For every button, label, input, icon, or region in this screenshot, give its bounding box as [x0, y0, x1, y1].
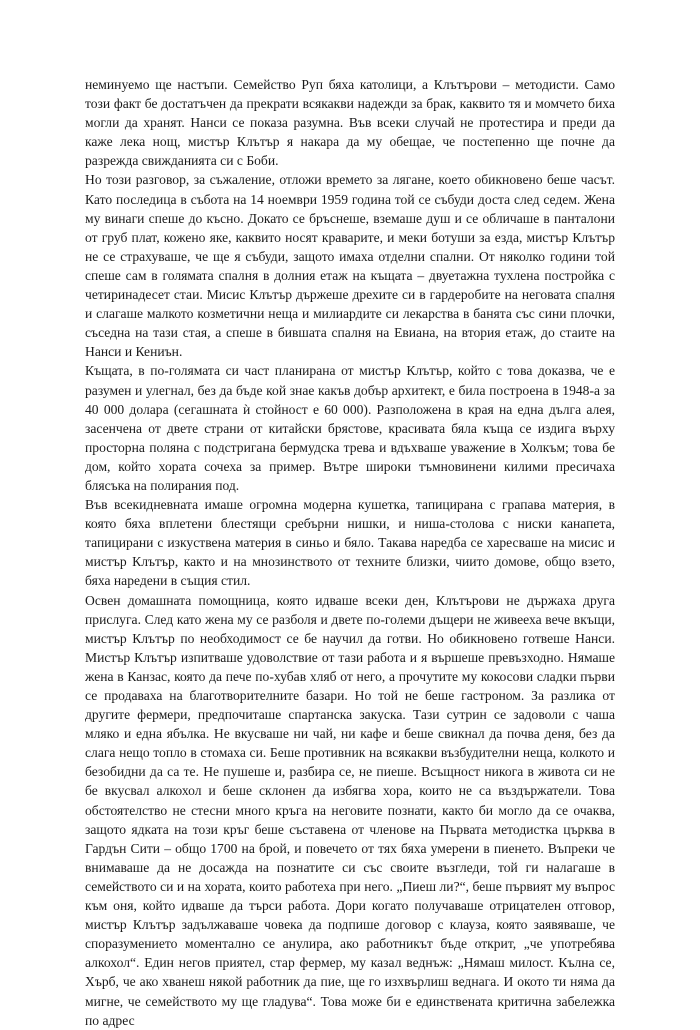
paragraph: Във всекидневната имаше огромна модерна кушетка, тапицирана с грапава материя, в която бяха вплетени блестящи сребърни нишки, и ниша-столова с ниски канапета, тапицирани с изкуствена материя в синьо и бяло. Такава наредба се харесваше на мисис и мистър Клътър, както и на мнозинството от техните близки, чиито домове, общо взето, бяха наредени в същия стил. [85, 497, 615, 589]
paragraph: Освен домашната помощница, която идваше всеки ден, Клътърови не държаха друга прислуга. След като жена му се разболя и двете по-големи дъщери не живееха вече вкъщи, мистър Клътър по необходимост се бе научил да готви. Но обикновено готвеше Нанси. Мистър Клътър изпитваше удоволствие от тази работа и я вършеше превъзходно. Нямаше жена в Канзас, която да пече по-хубав хляб от него, а прочутите му кокосови сладки първи се продаваха на благотворителните базари. Но той не беше гастроном. За разлика от другите фермери, предпочиташе спартанска закуска. Тази сутрин се задоволи с чаша мляко и една ябълка. Не вкусваше ни чай, ни кафе и беше свикнал да почва деня, без да слага нещо топло в стомаха си. Беше противник на всякакви възбудителни неща, колкото и безобидни да са те. Не пушеше и, разбира се, не пиеше. Всъщност никога в живота си не бе вкусвал алкохол и беше склонен да избягва хора, които не са въздържатели. Това обстоятелство не стесни много кръга на неговите познати, както би могло да се очаква, защото ядката на този кръг беше съставена от членове на Първата методистка църква в Гардън Сити – общо 1700 на брой, и повечето от тях бяха умерени в пиенето. Въпреки че внимаваше да не досажда на познатите си със своите възгледи, той ги налагаше в семейството си и на хората, които работеха при него. „Пиеш ли?“, беше първият му въпрос към оня, който идваше да търси работа. Дори когато получаваше отрицателен отговор, мистър Клътър задължаваше човека да подпише договор с клауза, която заявяваше, че споразумението моментално се анулира, ако работникът бъде открит, „че употребява алкохол“. Един негов приятел, стар фермер, му казал веднъж: „Нямаш милост. Кълна се, Хърб, че ако хванеш някой работник да пие, ще го изхвърлиш веднага. И окото ти няма да мигне, че семейството му ще гладува“. Това може би е единствената критична забележка по адрес [85, 592, 615, 1028]
paragraph: неминуемо ще настъпи. Семейство Руп бяха католици, а Клътърови – методисти. Само този факт бе достатъчен да прекрати всякакви надежди за брак, каквито тя и момчето биха могли да хранят. Нанси се показа разумна. Във всеки случай не протестира и преди да каже лека нощ, мистър Клътър я накара да му обещае, че постепенно ще почне да разрежда свижданията си с Боби. [85, 77, 615, 169]
paragraph: Но този разговор, за съжаление, отложи времето за лягане, което обикновено беше часът. Като последица в събота на 14 ноември 1959 година той се събуди доста след седем. Жена му винаги спеше до късно. Докато се бръснеше, вземаше душ и се обличаше в панталони от груб плат, кожено яке, каквито носят краварите, и меки ботуши за езда, мистър Клътър не се страхуваше, че ще я събуди, защото имаха отделни спални. От няколко години той спеше сам в голямата спалня в долния етаж на къщата – двуетажна тухлена постройка с четиринадесет стаи. Мисис Клътър държеше дрехите си в гардеробите на неговата спалня и слагаше малкото козметични неща и милиардите си лекарства в банята със сини плочки, съседна на тази стая, а спеше в бившата спалня на Евиана, на втория етаж, до стаите на Нанси и Кениън. [85, 172, 615, 360]
paragraph: Къщата, в по-голямата си част планирана от мистър Клътър, който с това доказва, че е разумен и улегнал, без да бъде кой знае какъв добър архитект, е била построена в 1948-а за 40 000 долара (сегашната ѝ стойност е 60 000). Разположена в края на една дълга алея, засенчена от двете страни от китайски брястове, красивата бяла къща се издига върху просторна поляна с подстригана бермудска трева и вдъхваше уважение в Холкъм; това бе дом, който хората сочеха за пример. Вътре широки тъмновинени килими пресичаха блясъка на полирания под. [85, 363, 615, 493]
document-page [85, 75, 615, 1030]
